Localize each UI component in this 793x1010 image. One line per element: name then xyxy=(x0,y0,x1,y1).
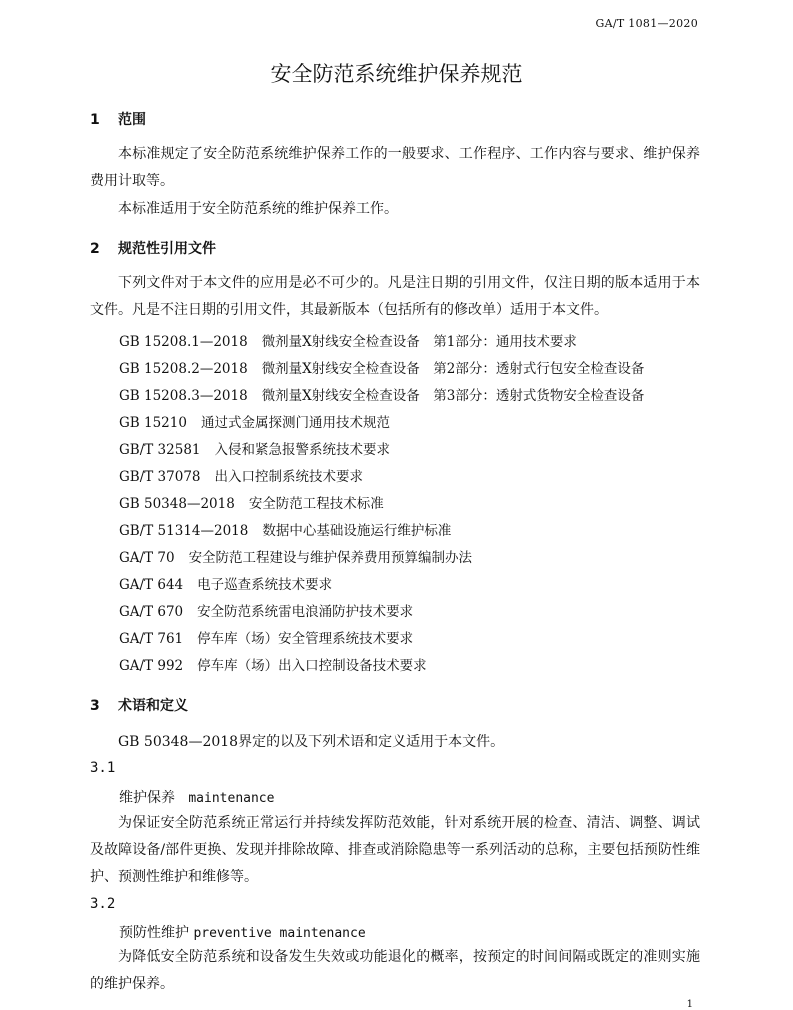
section-heading-terms-definitions xyxy=(90,695,188,715)
reference-item xyxy=(119,546,472,566)
term-heading xyxy=(119,787,274,807)
reference-name: 数据中心基础设施运行维护标准 xyxy=(262,523,452,539)
term-en: maintenance xyxy=(188,791,275,806)
reference-code: GA/T 761 xyxy=(119,631,184,647)
section-heading-scope xyxy=(90,109,146,129)
reference-name: 安全防范系统雷电浪涌防护技术要求 xyxy=(197,604,414,620)
reference-name: 入侵和紧急报警系统技术要求 xyxy=(214,442,390,458)
section-title: 规范性引用文件 xyxy=(118,241,216,257)
term-en: preventive maintenance xyxy=(193,926,366,941)
reference-item xyxy=(119,330,577,350)
reference-code: GB/T 32581 xyxy=(119,442,201,458)
reference-name: 微剂量X射线安全检查设备 第2部分：透射式行包安全检查设备 xyxy=(261,361,645,377)
scope-paragraph-2: 本标准适用于安全防范系统的维护保养工作。 xyxy=(118,201,398,217)
reference-name: 微剂量X射线安全检查设备 第1部分：通用技术要求 xyxy=(261,334,577,350)
reference-item xyxy=(119,384,644,404)
reference-item xyxy=(119,357,644,377)
reference-item xyxy=(119,654,427,674)
section-title: 范围 xyxy=(118,112,146,128)
scope-paragraph-1: 本标准规定了安全防范系统维护保养工作的一般要求、工作程序、工作内容与要求、维护保养费用计取等。 xyxy=(90,146,700,189)
reference-code: GB/T 37078 xyxy=(119,469,201,485)
section-number: 3 xyxy=(90,698,100,714)
terms-intro: GB 50348—2018界定的以及下列术语和定义适用于本文件。 xyxy=(118,734,505,750)
reference-code: GB 15210 xyxy=(119,415,187,431)
reference-name: 停车库（场）安全管理系统技术要求 xyxy=(197,631,414,647)
reference-item xyxy=(119,438,390,458)
page-number: 1 xyxy=(686,999,693,1010)
reference-code: GB 15208.1—2018 xyxy=(119,334,248,350)
reference-item xyxy=(119,519,451,539)
reference-name: 安全防范工程技术标准 xyxy=(248,496,384,512)
reference-item xyxy=(119,627,413,647)
term-heading xyxy=(119,922,366,942)
reference-code: GB/T 51314—2018 xyxy=(119,523,249,539)
term-definition: 为保证安全防范系统正常运行并持续发挥防范效能，针对系统开展的检查、清洁、调整、调试及故障设备/部件更换、发现并排除故障、排查或消除隐患等一系列活动的总称，主要包括预防性维护、预测性维护和维修等。 xyxy=(90,815,700,885)
term-zh: 预防性维护 xyxy=(119,925,189,941)
reference-code: GA/T 670 xyxy=(119,604,184,620)
clause-number: 3.2 xyxy=(90,896,116,912)
reference-code: GB 50348—2018 xyxy=(119,496,235,512)
section-number: 1 xyxy=(90,112,100,128)
reference-code: GA/T 70 xyxy=(119,550,175,566)
reference-name: 安全防范工程建设与维护保养费用预算编制办法 xyxy=(188,550,473,566)
section-heading-normative-references xyxy=(90,238,216,258)
term-definition: 为降低安全防范系统和设备发生失效或功能退化的概率，按预定的时间间隔或既定的准则实施的维护保养。 xyxy=(90,949,700,992)
term-zh: 维护保养 xyxy=(119,790,175,806)
reference-code: GA/T 644 xyxy=(119,577,184,593)
document-title: 安全防范系统维护保养规范 xyxy=(270,62,523,86)
references-intro: 下列文件对于本文件的应用是必不可少的。凡是注日期的引用文件，仅注日期的版本适用于本文件。凡是不注日期的引用文件，其最新版本（包括所有的修改单）适用于本文件。 xyxy=(90,275,700,318)
reference-name: 停车库（场）出入口控制设备技术要求 xyxy=(197,658,427,674)
reference-code: GB 15208.2—2018 xyxy=(119,361,248,377)
reference-code: GA/T 992 xyxy=(119,658,184,674)
reference-code: GB 15208.3—2018 xyxy=(119,388,248,404)
reference-name: 微剂量X射线安全检查设备 第3部分：透射式货物安全检查设备 xyxy=(261,388,645,404)
reference-item xyxy=(119,492,384,512)
reference-name: 通过式金属探测门通用技术规范 xyxy=(200,415,390,431)
reference-item xyxy=(119,600,413,620)
reference-item xyxy=(119,465,363,485)
reference-item xyxy=(119,573,332,593)
section-title: 术语和定义 xyxy=(118,698,188,714)
section-number: 2 xyxy=(90,241,100,257)
reference-name: 出入口控制系统技术要求 xyxy=(214,469,363,485)
document-code: GA/T 1081—2020 xyxy=(595,17,698,30)
reference-name: 电子巡查系统技术要求 xyxy=(197,577,333,593)
reference-item xyxy=(119,411,390,431)
clause-number: 3.1 xyxy=(90,760,116,776)
